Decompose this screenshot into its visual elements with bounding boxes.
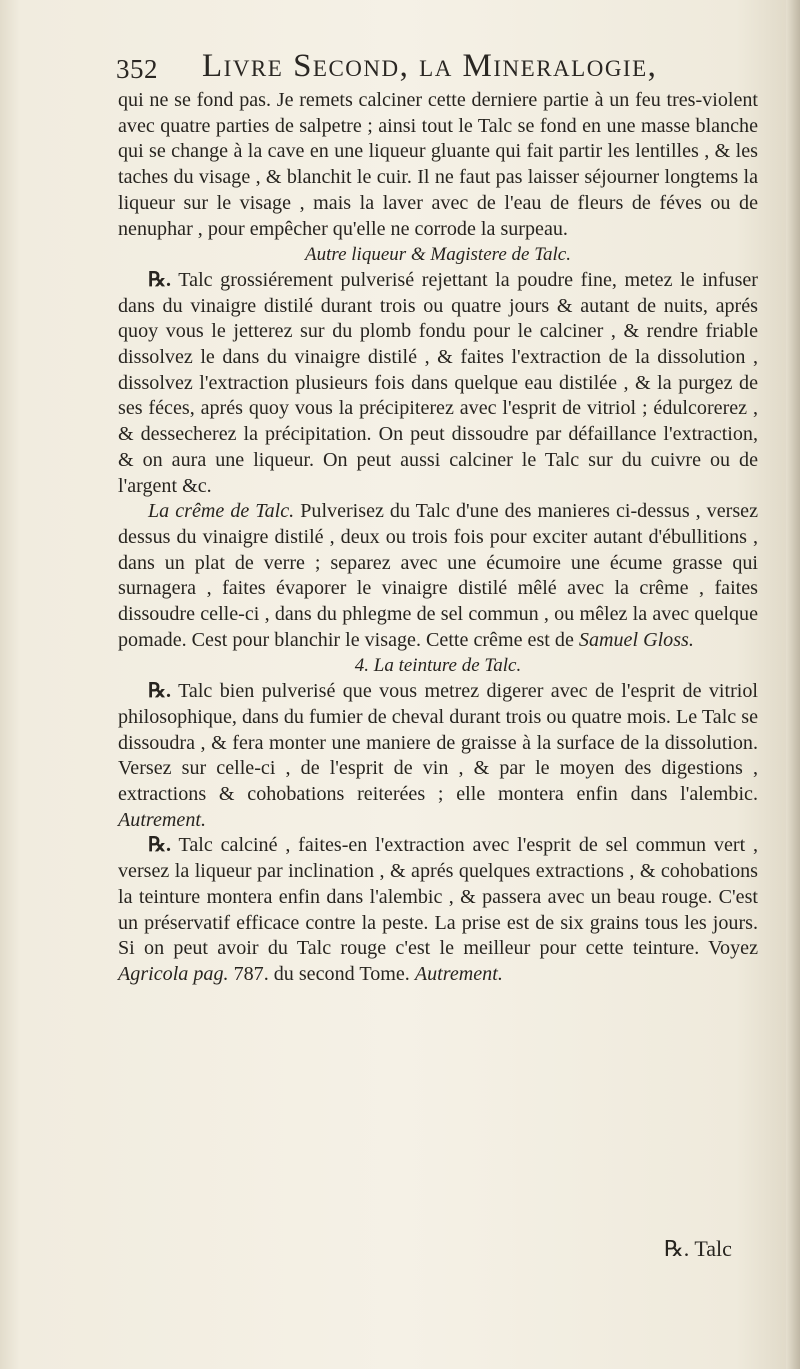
opening-paragraph: qui ne se fond pas. Je remets calciner cette derniere partie à un feu tres-violent avec quatre parties de salpetre ; ainsi tout le Talc se fond en une masse blanche qui se change à la cave en une liqueur gluante qui fait partir les lentilles , & les taches du visage , & blanchit le cuir. Il ne faut pas laisser séjourner longtems la liqueur sur le visage , mais la laver avec de l'eau de fleurs de féves ou de nenuphar , pour empêcher qu'elle ne corrode la surpeau. bbox=[118, 89, 758, 240]
paragraph-text: Talc bien pulverisé que vous metrez digerer avec de l'esprit de vitriol philosophique, dans du fumier de cheval durant trois ou quatre mois. Le Talc se dissoudra , & fera monter une maniere de graisse à la surface de la dissolution. Versez sur celle-ci , de l'esprit de vin , & par le moyen des digestions , extractions & cohobations reiterées ; elle montera enfin dans l'alembic. bbox=[118, 680, 758, 805]
section-number: 4. bbox=[354, 655, 370, 677]
recipe-symbol: ℞. bbox=[148, 268, 172, 291]
recipe-symbol: ℞. bbox=[148, 680, 172, 703]
paragraph-creme bbox=[118, 499, 758, 653]
page-edge bbox=[786, 0, 800, 1369]
page-number: 352 bbox=[116, 54, 158, 84]
recipe-symbol: ℞. bbox=[148, 834, 172, 857]
reference-author: Agricola bbox=[118, 962, 189, 985]
reference-page-label: pag. bbox=[193, 962, 229, 985]
paragraph-text: Talc calciné , faites-en l'extraction avec l'esprit de sel commun vert , versez la liqueur par inclination , & aprés quelques extractions , & cohobations la teinture montera enfin dans l'alembic , & passera avec un beau rouge. C'est un préservatif efficace contre la peste. La prise est de six grains tous les jours. Si on peut avoir du Talc rouge c'est le meilleur pour cette teinture. Voyez bbox=[118, 834, 758, 960]
autrement-label: Autrement. bbox=[414, 962, 503, 985]
paragraph-teinture bbox=[118, 679, 758, 833]
page-body bbox=[118, 88, 758, 988]
section-title-magistere: Autre liqueur & Magistere de Talc. bbox=[305, 244, 571, 266]
reference-text: 787. du second Tome. bbox=[233, 962, 410, 985]
section-title-teinture: La teinture de Talc. bbox=[373, 655, 522, 677]
section-heading-teinture bbox=[118, 653, 758, 679]
paragraph-magistere bbox=[118, 268, 758, 499]
paragraph-text: Pulverisez du Talc d'une des manieres ci-dessus , versez dessus du vinaigre distilé , deux ou trois fois pour exciter autant d'ébullitions , dans un plat de verre ; separez avec une écumoire une écume grasse qui surnagera , faites évaporer le vinaigre distilé mêlé avec la crême , faites dissoudre celle-ci , dans du phlegme de sel commun , ou mêlez la avec quelque pomade. Cest pour blanchir le visage. Cette crême est de bbox=[118, 500, 758, 651]
autrement-label: Autrement. bbox=[118, 808, 206, 831]
running-title: Livre Second, la Mineralogie, bbox=[202, 48, 658, 84]
paragraph-talc-calcine bbox=[118, 833, 758, 987]
paragraph-text: Talc grossiérement pulverisé rejettant la poudre fine, metez le infuser dans du vinaigre distilé durant trois ou quatre jours & autant de nuits, aprés quoy vous le jetterez sur du plomb fondu pour le calciner , & rendre friable dissolvez le dans du vinaigre distilé , & faites l'extraction de la dissolution , dissolvez l'extraction plusieurs fois dans quelque eau distilée , & la purgez de ses féces, aprés quoy vous la précipiterez avec l'esprit de vitriol ; édulcorerez , & dessecherez la précipitation. On peut dissoudre par défaillance l'extraction, & on aura une liqueur. On peut aussi calciner le Talc sur du cuivre ou de l'argent &c. bbox=[118, 268, 758, 497]
section-title-creme: La crême de Talc. bbox=[148, 500, 295, 523]
catchword: ℞. Talc bbox=[664, 1236, 732, 1261]
author-name: Samuel Gloss. bbox=[578, 628, 694, 651]
